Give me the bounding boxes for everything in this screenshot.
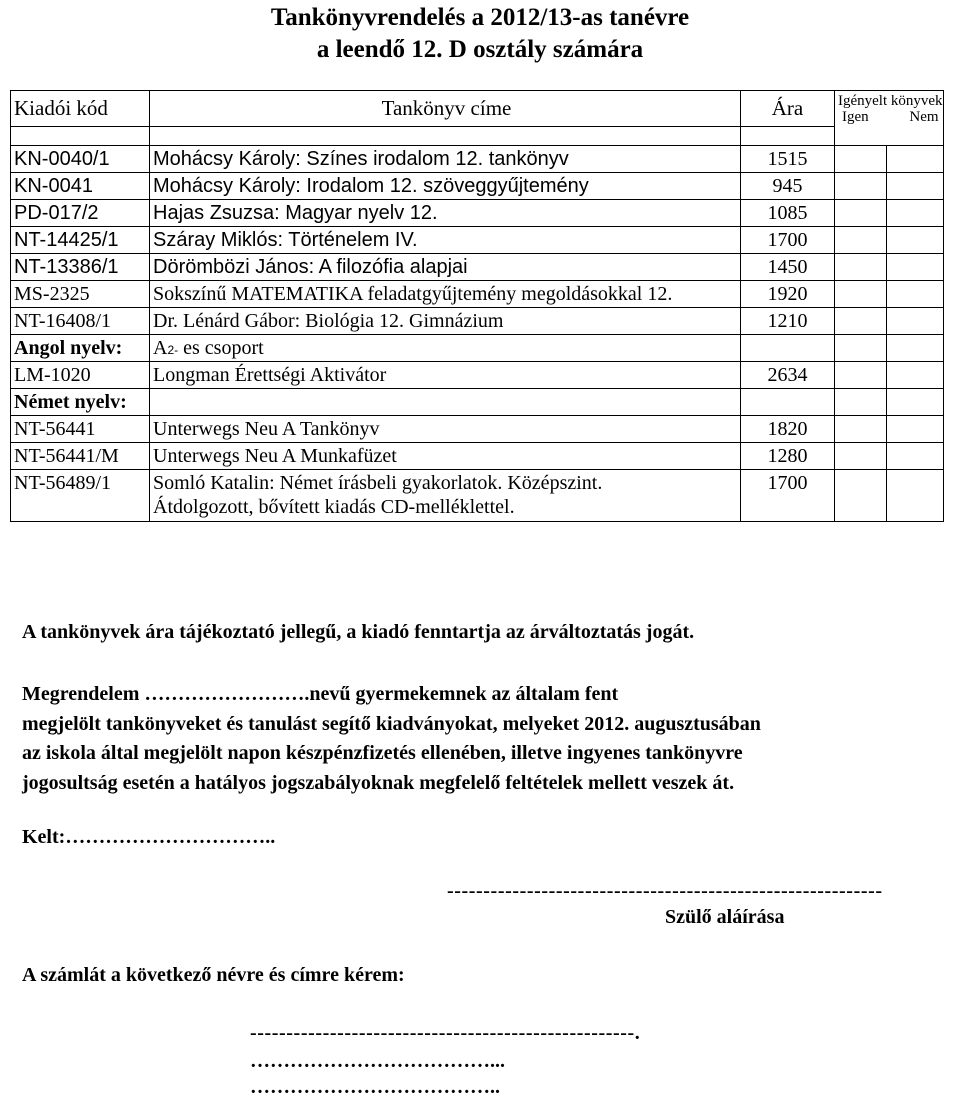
textbook-table: [10, 90, 944, 522]
date-place-field[interactable]: Kelt:…………………………..: [22, 826, 276, 848]
book-price: 2634: [741, 362, 835, 389]
checkbox-yes[interactable]: [835, 146, 887, 173]
checkbox-yes[interactable]: [835, 173, 887, 200]
book-price: 1920: [741, 281, 835, 308]
book-code: KN-0040/1: [11, 146, 150, 173]
checkbox-no[interactable]: [886, 281, 943, 308]
checkbox-yes[interactable]: [835, 308, 887, 335]
order-line-4: jogosultság esetén a hatályos jogszabályoknak megfelelő feltételek mellett veszek át.: [22, 771, 735, 794]
book-title: [150, 470, 741, 522]
table-row: [11, 200, 944, 227]
book-title: Unterwegs Neu A Tankönyv: [150, 416, 741, 443]
order-line-1: Megrendelem …………………….nevű gyermekemnek az általam fent: [22, 683, 619, 705]
book-price: [741, 389, 835, 416]
book-title: Száray Miklós: Történelem IV.: [150, 227, 741, 254]
header-price: Ára: [741, 91, 835, 127]
checkbox-no[interactable]: [886, 416, 943, 443]
book-price: 1085: [741, 200, 835, 227]
book-price: 1280: [741, 443, 835, 470]
table-row: [11, 443, 944, 470]
invoice-name-line[interactable]: -----------------------------------------------------.: [250, 1022, 641, 1044]
signature-line[interactable]: ------------------------------------------------------------: [447, 880, 883, 902]
section-label-german: Német nyelv:: [11, 389, 150, 416]
table-row: [11, 335, 944, 362]
price-disclaimer: A tankönyvek ára tájékoztató jellegű, a kiadó fenntartja az árváltoztatás jogát.: [22, 621, 695, 643]
table-row: [11, 281, 944, 308]
book-title: Unterwegs Neu A Munkafüzet: [150, 443, 741, 470]
spacer-cell: [150, 127, 741, 146]
checkbox-yes[interactable]: [835, 335, 887, 362]
table-row: [11, 470, 944, 522]
section-label-english: Angol nyelv:: [11, 335, 150, 362]
book-price: 1515: [741, 146, 835, 173]
group-prefix: A: [153, 336, 168, 359]
book-code: KN-0041: [11, 173, 150, 200]
group-rest: es csoport: [178, 336, 264, 359]
checkbox-yes[interactable]: [835, 200, 887, 227]
book-title: Longman Érettségi Aktivátor: [150, 362, 741, 389]
book-title: Dr. Lénárd Gábor: Biológia 12. Gimnázium: [150, 308, 741, 335]
book-price: 1450: [741, 254, 835, 281]
checkbox-no[interactable]: [886, 470, 943, 522]
table-row: [11, 254, 944, 281]
book-code: NT-16408/1: [11, 308, 150, 335]
book-title-line-2: Átdolgozott, bővített kiadás CD-melléklettel.: [153, 496, 515, 518]
invoice-address-line-2[interactable]: ………………………………..: [250, 1076, 500, 1098]
book-title: Hajas Zsuzsa: Magyar nyelv 12.: [150, 200, 741, 227]
checkbox-yes[interactable]: [835, 362, 887, 389]
book-price: 1700: [741, 470, 835, 522]
checkbox-yes[interactable]: [835, 227, 887, 254]
checkbox-yes[interactable]: [835, 281, 887, 308]
table-row: [11, 389, 944, 416]
checkbox-no[interactable]: [886, 173, 943, 200]
book-price: 1820: [741, 416, 835, 443]
spacer-cell: [741, 127, 835, 146]
table-row: [11, 146, 944, 173]
checkbox-yes[interactable]: [835, 470, 887, 522]
header-no: Nem: [909, 109, 939, 125]
book-title: [150, 335, 741, 362]
table-row: [11, 227, 944, 254]
checkbox-no[interactable]: [886, 227, 943, 254]
table-row: [11, 308, 944, 335]
book-code: LM-1020: [11, 362, 150, 389]
book-title: Sokszínű MATEMATIKA feladatgyűjtemény megoldásokkal 12.: [150, 281, 741, 308]
book-code: MS-2325: [11, 281, 150, 308]
book-title: Dörömbözi János: A filozófia alapjai: [150, 254, 741, 281]
table-row: [11, 173, 944, 200]
header-requested-label: Igényelt könyvek: [838, 93, 943, 109]
checkbox-no[interactable]: [886, 335, 943, 362]
document-title-line-1: Tankönyvrendelés a 2012/13-as tanévre: [270, 4, 690, 31]
order-line-2: megjelölt tankönyveket és tanulást segítő kiadványokat, melyeket 2012. augusztusában: [22, 712, 761, 735]
header-code: Kiadói kód: [11, 91, 150, 127]
book-title: Mohácsy Károly: Színes irodalom 12. tankönyv: [150, 146, 741, 173]
invoice-address-line-1[interactable]: ………………………………...: [250, 1050, 505, 1072]
checkbox-no[interactable]: [886, 443, 943, 470]
group-subscript: 2-: [167, 342, 179, 357]
checkbox-no[interactable]: [886, 389, 943, 416]
document-title-line-2: a leendő 12. D osztály számára: [316, 36, 644, 63]
book-title-line-1: Somló Katalin: Német írásbeli gyakorlatok. Középszint.: [153, 472, 603, 494]
checkbox-yes[interactable]: [835, 389, 887, 416]
book-code: PD-017/2: [11, 200, 150, 227]
checkbox-no[interactable]: [886, 254, 943, 281]
book-price: 1700: [741, 227, 835, 254]
checkbox-no[interactable]: [886, 146, 943, 173]
checkbox-yes[interactable]: [835, 416, 887, 443]
order-line-3: az iskola által megjelölt napon készpénzfizetés ellenében, illetve ingyenes tankönyvre: [22, 742, 743, 764]
book-title: [150, 389, 741, 416]
checkbox-no[interactable]: [886, 200, 943, 227]
invoice-label: A számlát a következő névre és címre kérem:: [22, 964, 405, 986]
spacer-cell: [11, 127, 150, 146]
header-title: Tankönyv címe: [150, 91, 741, 127]
checkbox-yes[interactable]: [835, 443, 887, 470]
checkbox-no[interactable]: [886, 362, 943, 389]
order-statement: [22, 680, 942, 798]
book-code: NT-14425/1: [11, 227, 150, 254]
header-requested: [835, 91, 944, 146]
table-row: [11, 362, 944, 389]
checkbox-yes[interactable]: [835, 254, 887, 281]
book-price: 1210: [741, 308, 835, 335]
book-price: [741, 335, 835, 362]
book-code: NT-56441: [11, 416, 150, 443]
book-title: Mohácsy Károly: Irodalom 12. szöveggyűjtemény: [150, 173, 741, 200]
book-price: 945: [741, 173, 835, 200]
book-code: NT-56441/M: [11, 443, 150, 470]
table-header-row: [11, 91, 944, 127]
signature-label: Szülő aláírása: [665, 906, 785, 928]
book-code: NT-13386/1: [11, 254, 150, 281]
checkbox-no[interactable]: [886, 308, 943, 335]
header-yes: Igen: [842, 109, 869, 125]
table-row: [11, 416, 944, 443]
book-code: NT-56489/1: [11, 470, 150, 522]
header-spacer-row: [11, 127, 944, 146]
